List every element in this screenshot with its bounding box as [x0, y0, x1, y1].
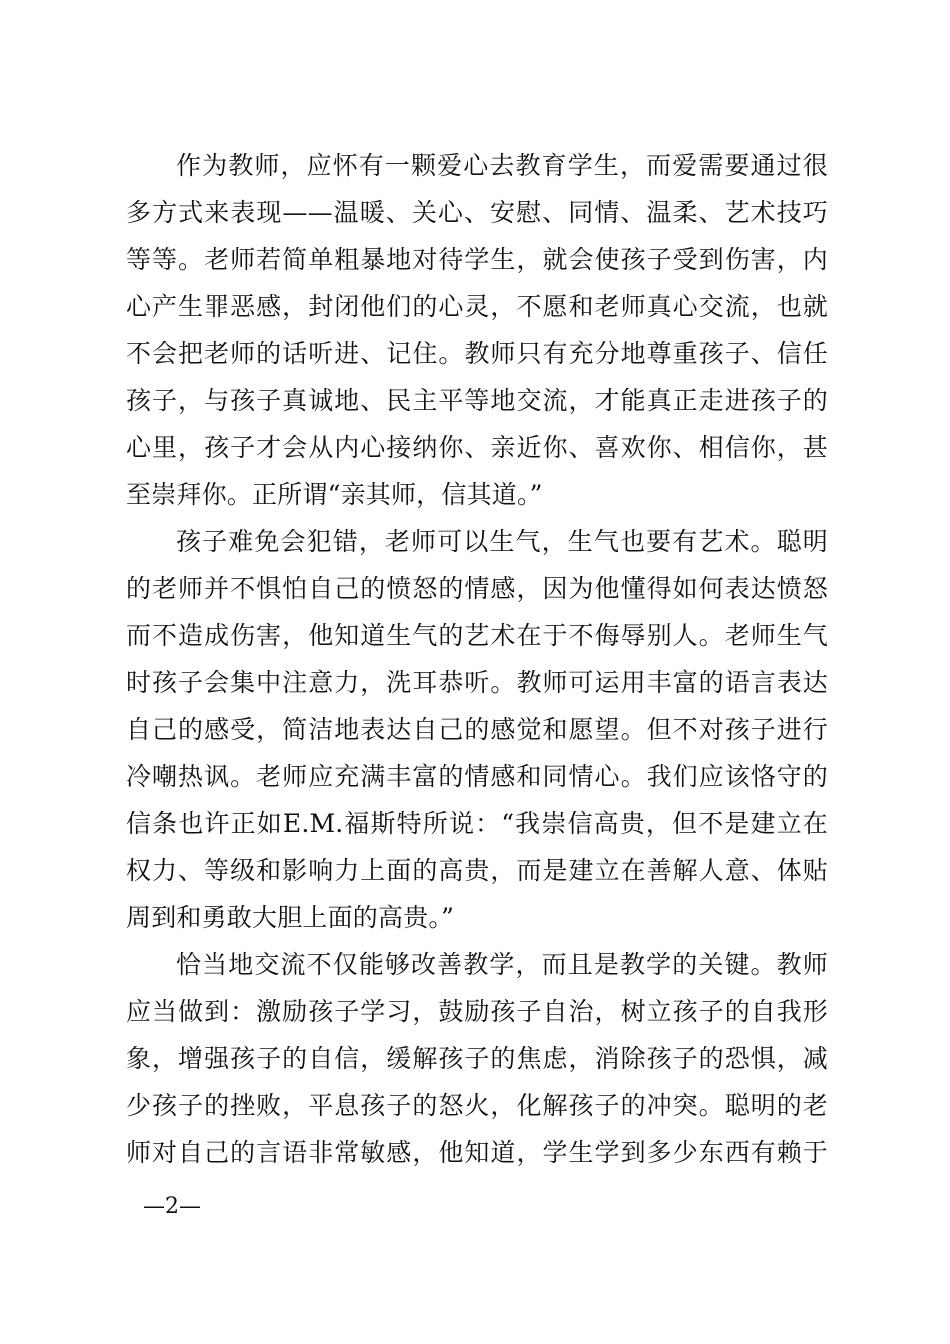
text-line: 至崇拜你。正所谓“亲其师，信其道。” — [126, 480, 543, 509]
text-line: 孩子，与孩子真诚地、民主平等地交流，才能真正走进孩子的 — [126, 386, 828, 415]
text-line: 权力、等级和影响力上面的高贵，而是建立在善解人意、体贴 — [126, 856, 828, 885]
text-line: 而不造成伤害，他知道生气的艺术在于不侮辱别人。老师生气 — [126, 621, 828, 650]
text-line: 心里，孩子才会从内心接纳你、亲近你、喜欢你、相信你，甚 — [126, 433, 828, 462]
text-line: 孩子难免会犯错，老师可以生气，生气也要有艺术。聪明 — [176, 527, 828, 556]
text-line: 周到和勇敢大胆上面的高贵。” — [126, 903, 455, 932]
text-line: 恰当地交流不仅能够改善教学，而且是教学的关键。教师 — [176, 950, 828, 979]
page-number: —2— — [143, 1194, 201, 1219]
text-line: 师对自己的言语非常敏感，他知道，学生学到多少东西有赖于 — [126, 1138, 828, 1167]
body-text — [126, 142, 828, 1176]
text-line: 时孩子会集中注意力，洗耳恭听。教师可运用丰富的语言表达 — [126, 668, 828, 697]
paragraph-3 — [126, 941, 828, 1176]
text-line: 少孩子的挫败，平息孩子的怒火，化解孩子的冲突。聪明的老 — [126, 1091, 828, 1120]
text-line: 象，增强孩子的自信，缓解孩子的焦虑，消除孩子的恐惧，减 — [126, 1044, 828, 1073]
text-line: 冷嘲热讽。老师应充满丰富的情感和同情心。我们应该恪守的 — [126, 762, 828, 791]
text-line: 的老师并不惧怕自己的愤怒的情感，因为他懂得如何表达愤怒 — [126, 574, 828, 603]
text-line: 应当做到：激励孩子学习，鼓励孩子自治，树立孩子的自我形 — [126, 997, 828, 1026]
text-line: 作为教师，应怀有一颗爱心去教育学生，而爱需要通过很 — [176, 151, 828, 180]
text-line: 自己的感受，简洁地表达自己的感觉和愿望。但不对孩子进行 — [126, 715, 828, 744]
text-line: 多方式来表现——温暖、关心、安慰、同情、温柔、艺术技巧 — [126, 198, 828, 227]
paragraph-1 — [126, 142, 828, 518]
text-line: 不会把老师的话听进、记住。教师只有充分地尊重孩子、信任 — [126, 339, 828, 368]
text-line: 心产生罪恶感，封闭他们的心灵，不愿和老师真心交流，也就 — [126, 292, 828, 321]
text-line: 等等。老师若简单粗暴地对待学生，就会使孩子受到伤害，内 — [126, 245, 828, 274]
paragraph-2 — [126, 518, 828, 941]
text-line: 信条也许正如E.M.福斯特所说：“我崇信高贵，但不是建立在 — [126, 809, 828, 838]
